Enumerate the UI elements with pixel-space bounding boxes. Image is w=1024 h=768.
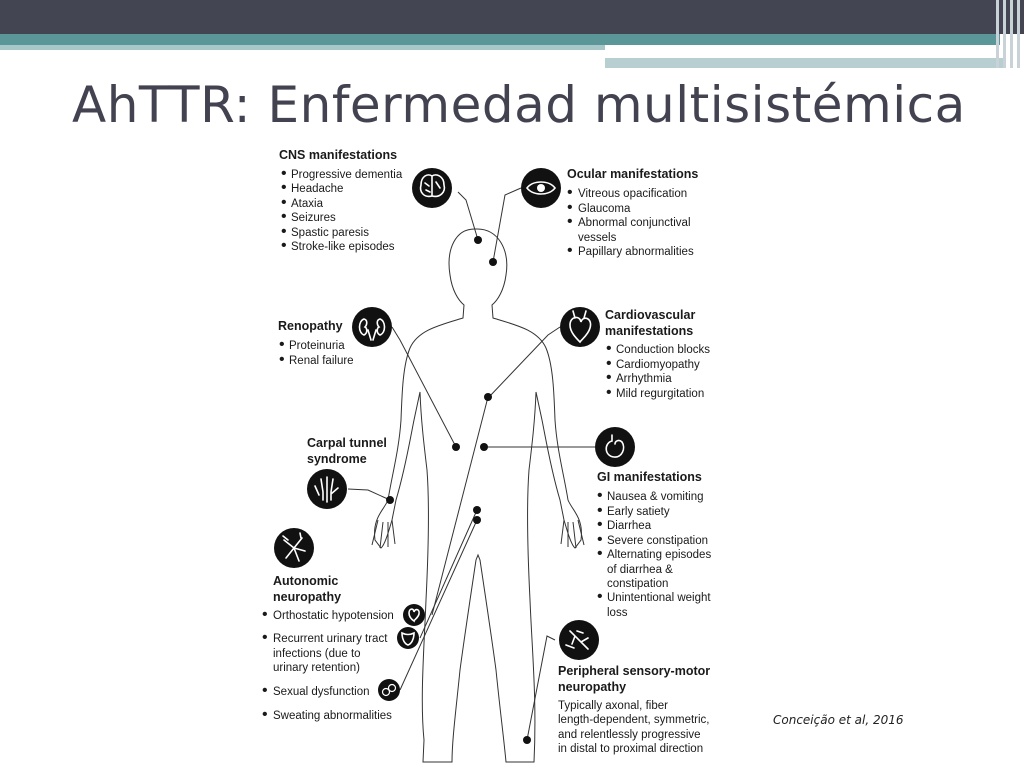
cns-item: Headache bbox=[291, 183, 344, 195]
gi-item: Diarrhea bbox=[607, 520, 652, 532]
autonomic-item: Sexual dysfunction bbox=[273, 686, 370, 698]
carpal-section bbox=[307, 436, 387, 466]
renopathy-heading: Renopathy bbox=[278, 319, 343, 333]
gi-heading: GI manifestations bbox=[597, 470, 702, 484]
cardio-item: Cardiomyopathy bbox=[616, 359, 700, 371]
cns-heading: CNS manifestations bbox=[279, 148, 398, 162]
brain-icon bbox=[412, 168, 452, 208]
citation: Conceição et al, 2016 bbox=[773, 713, 904, 727]
cns-section bbox=[279, 148, 403, 254]
svg-text:•: • bbox=[597, 487, 603, 504]
autonomic-item: Orthostatic hypotension bbox=[273, 610, 394, 622]
peripheral-section bbox=[558, 664, 710, 755]
svg-text:•: • bbox=[567, 242, 573, 259]
peripheral-item: and relentlessly progressive bbox=[558, 729, 701, 741]
svg-text:•: • bbox=[262, 706, 268, 723]
heart-icon bbox=[560, 307, 600, 347]
eye-icon bbox=[521, 168, 561, 208]
autonomic-item: infections (due to bbox=[273, 648, 361, 660]
svg-text:•: • bbox=[262, 682, 268, 699]
svg-text:•: • bbox=[567, 199, 573, 216]
gi-item: Alternating episodes bbox=[607, 549, 712, 561]
cns-item: Ataxia bbox=[291, 198, 323, 210]
cns-item: Progressive dementia bbox=[291, 169, 403, 181]
slide-title: AhTTR: Enfermedad multisistémica bbox=[72, 76, 966, 134]
gi-item: Unintentional weight bbox=[607, 592, 711, 604]
svg-text:•: • bbox=[606, 355, 612, 372]
gi-item: of diarrhea & bbox=[607, 564, 673, 576]
svg-text:•: • bbox=[281, 165, 287, 182]
cardio-item: Mild regurgitation bbox=[616, 388, 705, 400]
gi-item: Nausea & vomiting bbox=[607, 491, 704, 503]
ocular-item: Vitreous opacification bbox=[578, 188, 688, 200]
svg-text:•: • bbox=[597, 545, 603, 562]
bladder-icon bbox=[397, 627, 419, 649]
peripheral-item: in distal to proximal direction bbox=[558, 743, 704, 755]
autonomic-heading: Autonomic bbox=[273, 574, 339, 588]
gi-item: Severe constipation bbox=[607, 535, 709, 547]
ocular-section bbox=[567, 167, 698, 259]
svg-text:•: • bbox=[567, 184, 573, 201]
renopathy-item: Renal failure bbox=[289, 355, 354, 367]
svg-text:•: • bbox=[281, 237, 287, 254]
hand-skeleton-icon bbox=[307, 469, 347, 509]
cardio-heading: Cardiovascular bbox=[605, 308, 696, 322]
svg-text:•: • bbox=[567, 213, 573, 230]
gi-item: loss bbox=[607, 607, 628, 619]
svg-text:•: • bbox=[281, 179, 287, 196]
renopathy-section bbox=[278, 319, 354, 368]
carpal-heading: Carpal tunnel bbox=[307, 436, 387, 450]
svg-text:•: • bbox=[281, 194, 287, 211]
ocular-heading: Ocular manifestations bbox=[567, 167, 699, 181]
autonomic-item: Sweating abnormalities bbox=[273, 710, 392, 722]
cardio-heading: manifestations bbox=[605, 324, 694, 338]
svg-text:•: • bbox=[606, 340, 612, 357]
orthostatic-heart-icon bbox=[403, 604, 425, 626]
svg-text:•: • bbox=[281, 223, 287, 240]
cardio-section bbox=[605, 308, 710, 401]
peripheral-heading: Peripheral sensory-motor bbox=[558, 664, 711, 678]
svg-text:•: • bbox=[597, 516, 603, 533]
cns-item: Spastic paresis bbox=[291, 227, 369, 239]
peripheral-heading: neuropathy bbox=[558, 680, 627, 694]
svg-text:•: • bbox=[606, 384, 612, 401]
svg-text:•: • bbox=[597, 588, 603, 605]
ocular-item: Abnormal conjunctival bbox=[578, 217, 691, 229]
gender-symbol-icon bbox=[378, 679, 400, 701]
ocular-item: vessels bbox=[578, 232, 617, 244]
gi-item: Early satiety bbox=[607, 506, 670, 518]
peripheral-item: length-dependent, symmetric, bbox=[558, 714, 710, 726]
nerve-icon bbox=[559, 620, 599, 660]
neuron-icon bbox=[274, 528, 314, 568]
autonomic-heading: neuropathy bbox=[273, 590, 342, 604]
peripheral-item: Typically axonal, fiber bbox=[558, 700, 668, 712]
svg-text:•: • bbox=[262, 629, 268, 646]
gi-item: constipation bbox=[607, 578, 669, 590]
cardio-item: Conduction blocks bbox=[616, 344, 710, 356]
autonomic-item: Recurrent urinary tract bbox=[273, 633, 388, 645]
renopathy-item: Proteinuria bbox=[289, 340, 345, 352]
connector-lines bbox=[348, 188, 595, 740]
svg-text:•: • bbox=[597, 502, 603, 519]
body-outline bbox=[375, 229, 582, 762]
connector-dots bbox=[386, 236, 531, 744]
svg-text:•: • bbox=[279, 351, 285, 368]
svg-text:•: • bbox=[262, 606, 268, 623]
svg-text:•: • bbox=[597, 531, 603, 548]
autonomic-item: urinary retention) bbox=[273, 662, 360, 674]
carpal-heading: syndrome bbox=[307, 452, 367, 466]
gi-section bbox=[597, 470, 711, 619]
ocular-item: Papillary abnormalities bbox=[578, 246, 694, 258]
svg-text:•: • bbox=[279, 336, 285, 353]
stomach-icon bbox=[595, 427, 635, 467]
cns-item: Stroke-like episodes bbox=[291, 241, 395, 253]
svg-text:•: • bbox=[281, 208, 287, 225]
cns-item: Seizures bbox=[291, 212, 336, 224]
ocular-item: Glaucoma bbox=[578, 203, 631, 215]
svg-text:•: • bbox=[606, 369, 612, 386]
kidney-icon bbox=[352, 307, 392, 347]
autonomic-section bbox=[262, 574, 394, 723]
cardio-item: Arrhythmia bbox=[616, 373, 672, 385]
